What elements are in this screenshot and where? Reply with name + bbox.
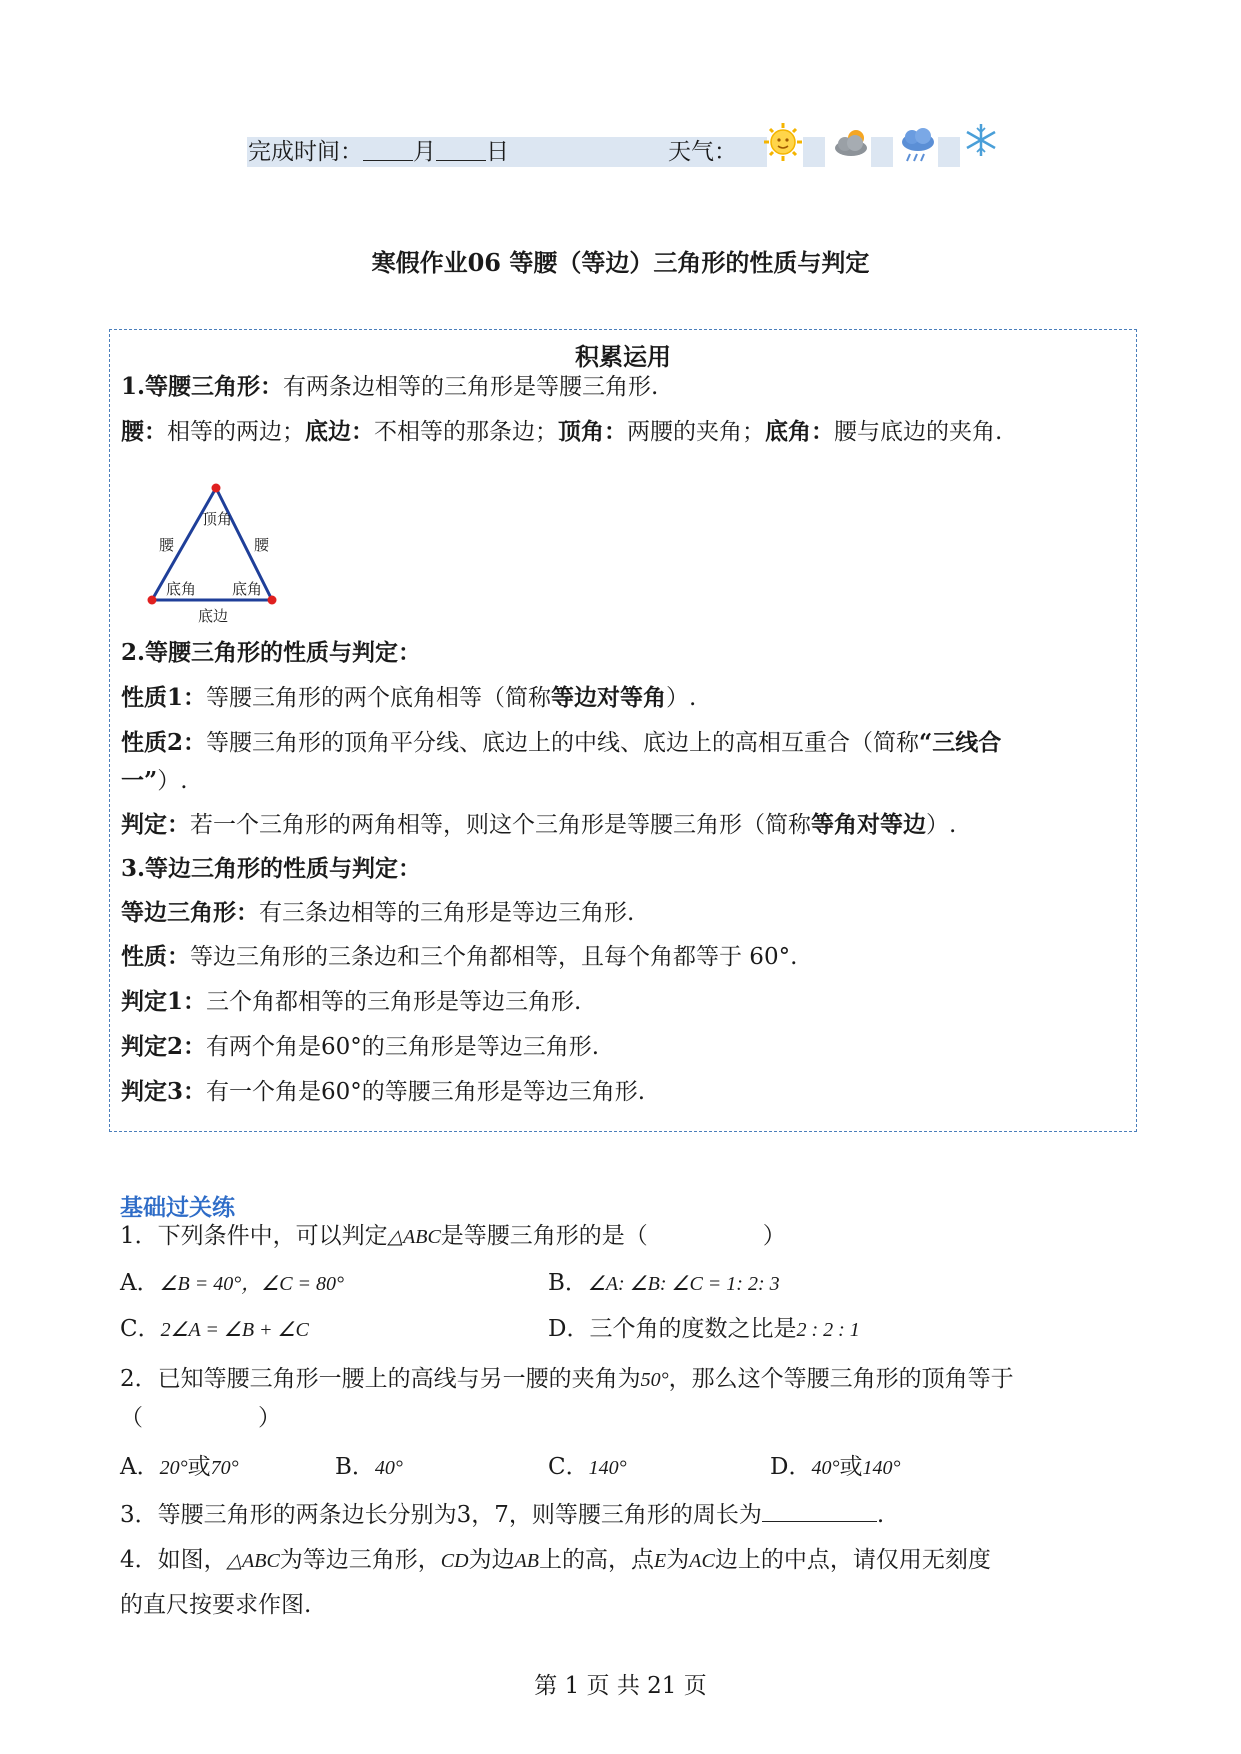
q4-math: △ABC: [226, 1550, 280, 1572]
opt-math: 140°: [862, 1457, 901, 1479]
day-label: 日: [486, 139, 509, 165]
snowflake-icon: [967, 124, 995, 156]
q2-pre: 2．已知等腰三角形一腰上的高线与另一腰的夹角为: [120, 1366, 641, 1392]
sun-icon: [764, 123, 802, 161]
term-leg-text: 相等的两边；: [167, 419, 305, 445]
practice-heading: 基础过关练: [120, 1195, 235, 1221]
weather-label: 天气：: [668, 139, 737, 165]
j1-head: 判定1：: [121, 988, 207, 1015]
eqprop-text: 等边三角形的三条边和三个角都相等，且每个角都等于 60°.: [190, 944, 798, 970]
question-4: [120, 1545, 991, 1576]
q2-option-b[interactable]: [335, 1452, 403, 1483]
opt-math: 70°: [210, 1457, 239, 1479]
opt-label: C．: [548, 1454, 589, 1480]
judge-text: 若一个三角形的两角相等，则这个三角形是等腰三角形（简称: [190, 812, 811, 838]
q1-option-c[interactable]: [120, 1314, 309, 1345]
prop1-bold: 等边对等角: [551, 684, 667, 711]
judgment-3: [121, 1077, 645, 1107]
eqprop-head: 性质：: [121, 943, 190, 970]
term-base-text: 不相等的那条边；: [374, 419, 558, 445]
q3-tail: .: [876, 1502, 885, 1528]
j2-text: 有两个角是60°的三角形是等边三角形.: [206, 1034, 600, 1060]
label-left-leg: 腰: [159, 536, 175, 554]
prop1-tail: ）.: [666, 685, 697, 711]
judgment-1: [121, 987, 581, 1017]
prop1-head: 性质1：: [121, 684, 207, 711]
question-2: [120, 1364, 1014, 1395]
term-base: 底边：: [305, 418, 374, 445]
section3-heading: [121, 854, 421, 884]
opt-math: 40°: [811, 1457, 840, 1479]
judge-head: 判定：: [121, 811, 190, 838]
opt-label: A．: [120, 1270, 160, 1296]
term-base-angle: 底角：: [765, 418, 834, 445]
j3-head: 判定3：: [121, 1078, 207, 1105]
prop2-text: 等腰三角形的顶角平分线、底边上的中线、底边上的高相互重合（简称: [206, 730, 920, 756]
summary-box: [109, 329, 1137, 1132]
rain-icon: [902, 128, 934, 161]
q4-text: 为边: [468, 1547, 515, 1573]
finish-label: 完成时间：: [248, 139, 363, 165]
q4-text: 边上的中点，请仅用无刻度: [714, 1547, 991, 1573]
q1-close: ）: [762, 1223, 786, 1249]
q2-math: 50°: [640, 1369, 669, 1391]
question-1: [120, 1221, 786, 1252]
opt-label: A．: [120, 1454, 160, 1480]
prop2-bold-cont: 一”: [121, 767, 158, 794]
q4-math: E: [654, 1550, 667, 1572]
q2-option-d[interactable]: [770, 1452, 900, 1483]
property-2: [121, 728, 1001, 758]
terms-line: [121, 417, 1002, 447]
page-footer: 第 1 页 共 21 页: [534, 1673, 707, 1699]
q1-option-a[interactable]: [120, 1268, 344, 1299]
q4-math: CD: [440, 1550, 469, 1572]
q1-math: △ABC: [387, 1226, 441, 1248]
q1-post: 是等腰三角形的是（: [440, 1223, 648, 1249]
term-apex-text: 两腰的夹角；: [627, 419, 765, 445]
q2-option-c[interactable]: [548, 1452, 627, 1483]
isosceles-triangle-diagram: [140, 480, 280, 630]
opt-label: D．: [770, 1454, 812, 1480]
opt-label: D．: [548, 1316, 590, 1342]
s2-head: 2.等腰三角形的性质与判定：: [121, 639, 422, 666]
prop2-head: 性质2：: [121, 729, 207, 756]
q1-option-b[interactable]: [548, 1268, 780, 1299]
judgment: [121, 810, 956, 840]
opt-math: 140°: [588, 1457, 627, 1479]
opt-text: ∠B = 40°，∠C = 80°: [159, 1273, 345, 1295]
q1-pre: 1．下列条件中，可以判定: [120, 1223, 388, 1249]
judge-tail: ）.: [926, 812, 957, 838]
opt-text: ∠A: ∠B: ∠C = 1: 2: 3: [587, 1273, 780, 1295]
weather-icons: [763, 120, 1003, 168]
judge-bold: 等角对等边: [811, 811, 926, 838]
page-title: 寒假作业06 等腰（等边）三角形的性质与判定: [371, 248, 870, 277]
month-label: 月: [413, 139, 436, 165]
opt-or: 或: [187, 1454, 211, 1480]
term-base-angle-text: 腰与底边的夹角.: [834, 419, 1003, 445]
question-3: [120, 1499, 884, 1530]
q4-text: 上的高，点: [539, 1547, 655, 1573]
label-left-base-angle: 底角: [166, 580, 197, 598]
opt-label: B．: [548, 1270, 588, 1296]
eq-head: 等边三角形：: [121, 899, 259, 926]
cloudy-icon: [835, 130, 867, 156]
property-1: [121, 683, 696, 713]
vertex-right: [268, 596, 277, 605]
prop2-bold: “三线合: [919, 729, 1002, 756]
opt-math: 20°: [159, 1457, 188, 1479]
q3-text: 3．等腰三角形的两条边长分别为3，7，则等腰三角形的周长为: [120, 1502, 762, 1528]
question-4-cont: 的直尺按要求作图.: [120, 1592, 312, 1618]
j1-text: 三个角都相等的三角形是等边三角形.: [206, 989, 582, 1015]
label-right-base-angle: 底角: [232, 580, 263, 598]
vertex-left: [148, 596, 157, 605]
term-leg: 腰：: [121, 418, 167, 445]
q4-text: 4．如图，: [120, 1547, 227, 1573]
opt-label: C．: [120, 1316, 161, 1342]
q2-option-a[interactable]: [120, 1452, 239, 1483]
opt-math: 2 : 2 : 1: [796, 1319, 860, 1341]
opt-math: 40°: [374, 1457, 403, 1479]
def-text: 有两条边相等的三角形是等腰三角形.: [283, 374, 659, 400]
month-blank: [363, 138, 413, 161]
opt-text: 2∠A = ∠B + ∠C: [160, 1319, 309, 1341]
q1-option-d[interactable]: [548, 1314, 860, 1345]
vertex-top: [212, 484, 221, 493]
opt-label: B．: [335, 1454, 375, 1480]
j3-text: 有一个角是60°的等腰三角形是等边三角形.: [206, 1079, 646, 1105]
q2-post: ，那么这个等腰三角形的顶角等于: [668, 1366, 1014, 1392]
j2-head: 判定2：: [121, 1033, 207, 1060]
s3-head: 3.等边三角形的性质与判定：: [121, 855, 422, 882]
equilateral-property: [121, 942, 797, 972]
label-base: 底边: [198, 607, 229, 625]
def-head: 1.等腰三角形：: [121, 373, 284, 400]
q2-close: ）: [258, 1405, 281, 1431]
q4-text: 为: [666, 1547, 690, 1573]
isosceles-definition: [121, 372, 658, 402]
day-blank: [436, 138, 486, 161]
label-apex: 顶角: [202, 510, 233, 528]
opt-or: 或: [839, 1454, 863, 1480]
q4-text: 为等边三角形，: [279, 1547, 441, 1573]
equilateral-definition: [121, 898, 634, 928]
finish-time: [248, 137, 509, 167]
summary-heading: 积累运用: [575, 342, 671, 371]
label-right-leg: 腰: [254, 536, 270, 554]
term-apex: 顶角：: [558, 418, 627, 445]
q4-math: AB: [514, 1550, 540, 1572]
section2-heading: [121, 638, 421, 668]
opt-text: 三个角的度数之比是: [589, 1316, 797, 1342]
question-2-cont: [120, 1403, 281, 1433]
property-2-cont: [121, 766, 188, 796]
prop2-tail: ）.: [157, 768, 188, 794]
eq-text: 有三条边相等的三角形是等边三角形.: [259, 900, 635, 926]
q3-answer-blank[interactable]: [762, 1499, 877, 1522]
judgment-2: [121, 1032, 599, 1062]
q4-math: AC: [689, 1550, 715, 1572]
q2-open: （: [120, 1405, 143, 1431]
prop1-text: 等腰三角形的两个底角相等（简称: [206, 685, 552, 711]
